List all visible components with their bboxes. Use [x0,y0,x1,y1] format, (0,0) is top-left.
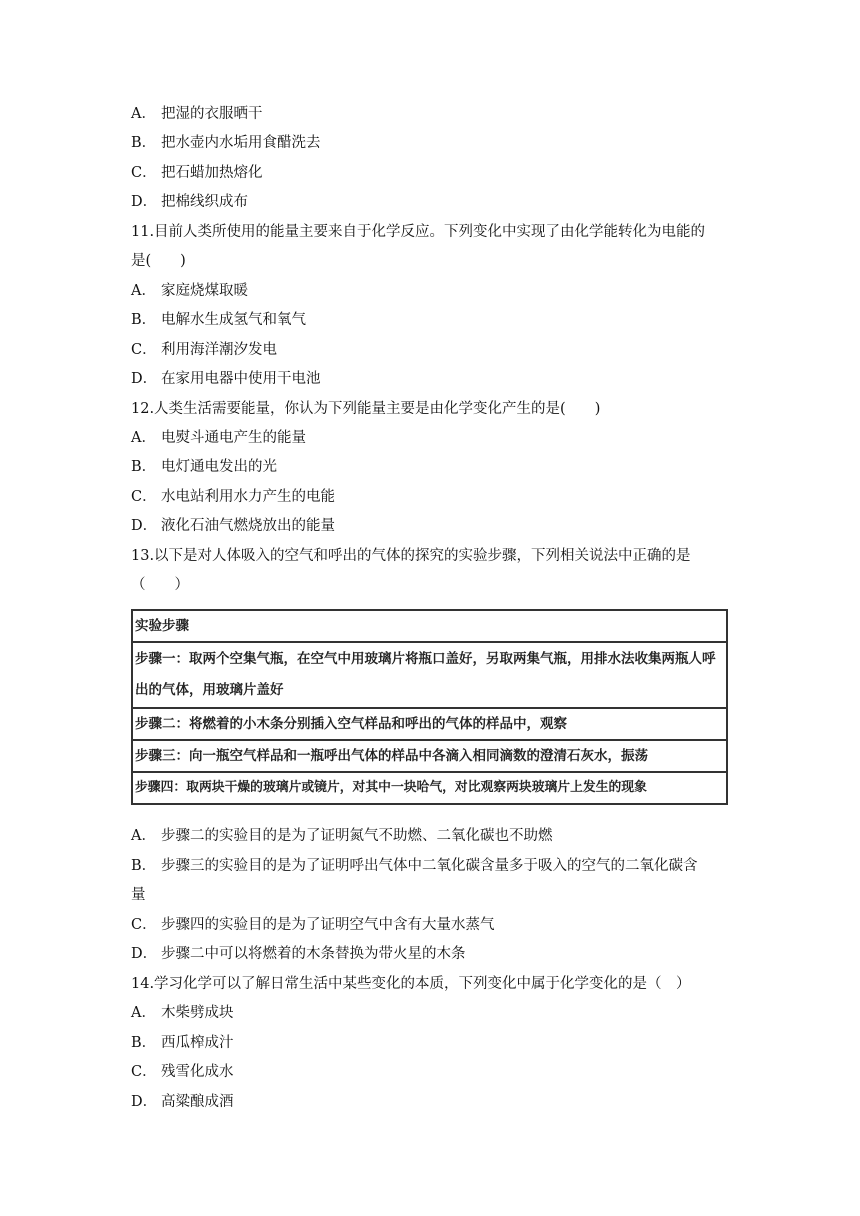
question-13-stem-cont: （ ） [131,577,189,593]
option-d: D． 把棉线织成布 [131,194,248,210]
q12-option-b: B． 电灯通电发出的光 [131,459,277,475]
question-13-stem: 13.以下是对人体吸入的空气和呼出的气体的探究的实验步骤，下列相关说法中正确的是 [131,548,691,564]
table-header: 实验步骤 [132,610,727,642]
q11-option-d: D． 在家用电器中使用干电池 [131,371,321,387]
option-b: B． 把水壶内水垢用食醋洗去 [131,135,321,151]
q11-option-b: B． 电解水生成氢气和氧气 [131,312,306,328]
table-step-1: 步骤一：取两个空集气瓶，在空气中用玻璃片将瓶口盖好，另取两集气瓶，用排水法收集两瓶人呼出的气体，用玻璃片盖好 [132,642,727,708]
option-a: A． 把湿的衣服晒干 [131,106,263,122]
q11-option-a: A． 家庭烧煤取暖 [131,283,248,299]
question-11-stem-cont: 是( ) [131,253,186,269]
q13-option-a: A． 步骤二的实验目的是为了证明氮气不助燃、二氧化碳也不助燃 [131,828,553,844]
q13-option-d: D． 步骤二中可以将燃着的木条替换为带火星的木条 [131,946,466,962]
q13-option-b-cont: 量 [131,887,146,903]
q14-option-a: A． 木柴劈成块 [131,1005,234,1021]
q14-option-c: C． 残雪化成水 [131,1064,234,1080]
experiment-steps-table [131,609,728,805]
table-step-4: 步骤四：取两块干燥的玻璃片或镜片，对其中一块哈气，对比观察两块玻璃片上发生的现象 [132,772,727,804]
q14-option-b: B． 西瓜榨成汁 [131,1035,234,1051]
question-11-stem: 11.目前人类所使用的能量主要来自于化学反应。下列变化中实现了由化学能转化为电能的 [131,224,706,240]
q12-option-d: D． 液化石油气燃烧放出的能量 [131,518,335,534]
q14-option-d: D． 高粱酿成酒 [131,1094,234,1110]
q13-option-b: B． 步骤三的实验目的是为了证明呼出气体中二氧化碳含量多于吸入的空气的二氧化碳含 [131,858,698,874]
option-c: C． 把石蜡加热熔化 [131,165,263,181]
q11-option-c: C． 利用海洋潮汐发电 [131,342,277,358]
question-14-stem: 14.学习化学可以了解日常生活中某些变化的本质，下列变化中属于化学变化的是（ ） [131,976,691,992]
q13-option-c: C． 步骤四的实验目的是为了证明空气中含有大量水蒸气 [131,917,495,933]
table-step-3: 步骤三：向一瓶空气样品和一瓶呼出气体的样品中各滴入相同滴数的澄清石灰水，振荡 [132,740,727,772]
q12-option-a: A． 电熨斗通电产生的能量 [131,430,306,446]
question-12-stem: 12.人类生活需要能量，你认为下列能量主要是由化学变化产生的是( ) [131,401,601,417]
q12-option-c: C． 水电站利用水力产生的电能 [131,489,335,505]
table-step-2: 步骤二：将燃着的小木条分别插入空气样品和呼出的气体的样品中，观察 [132,708,727,740]
